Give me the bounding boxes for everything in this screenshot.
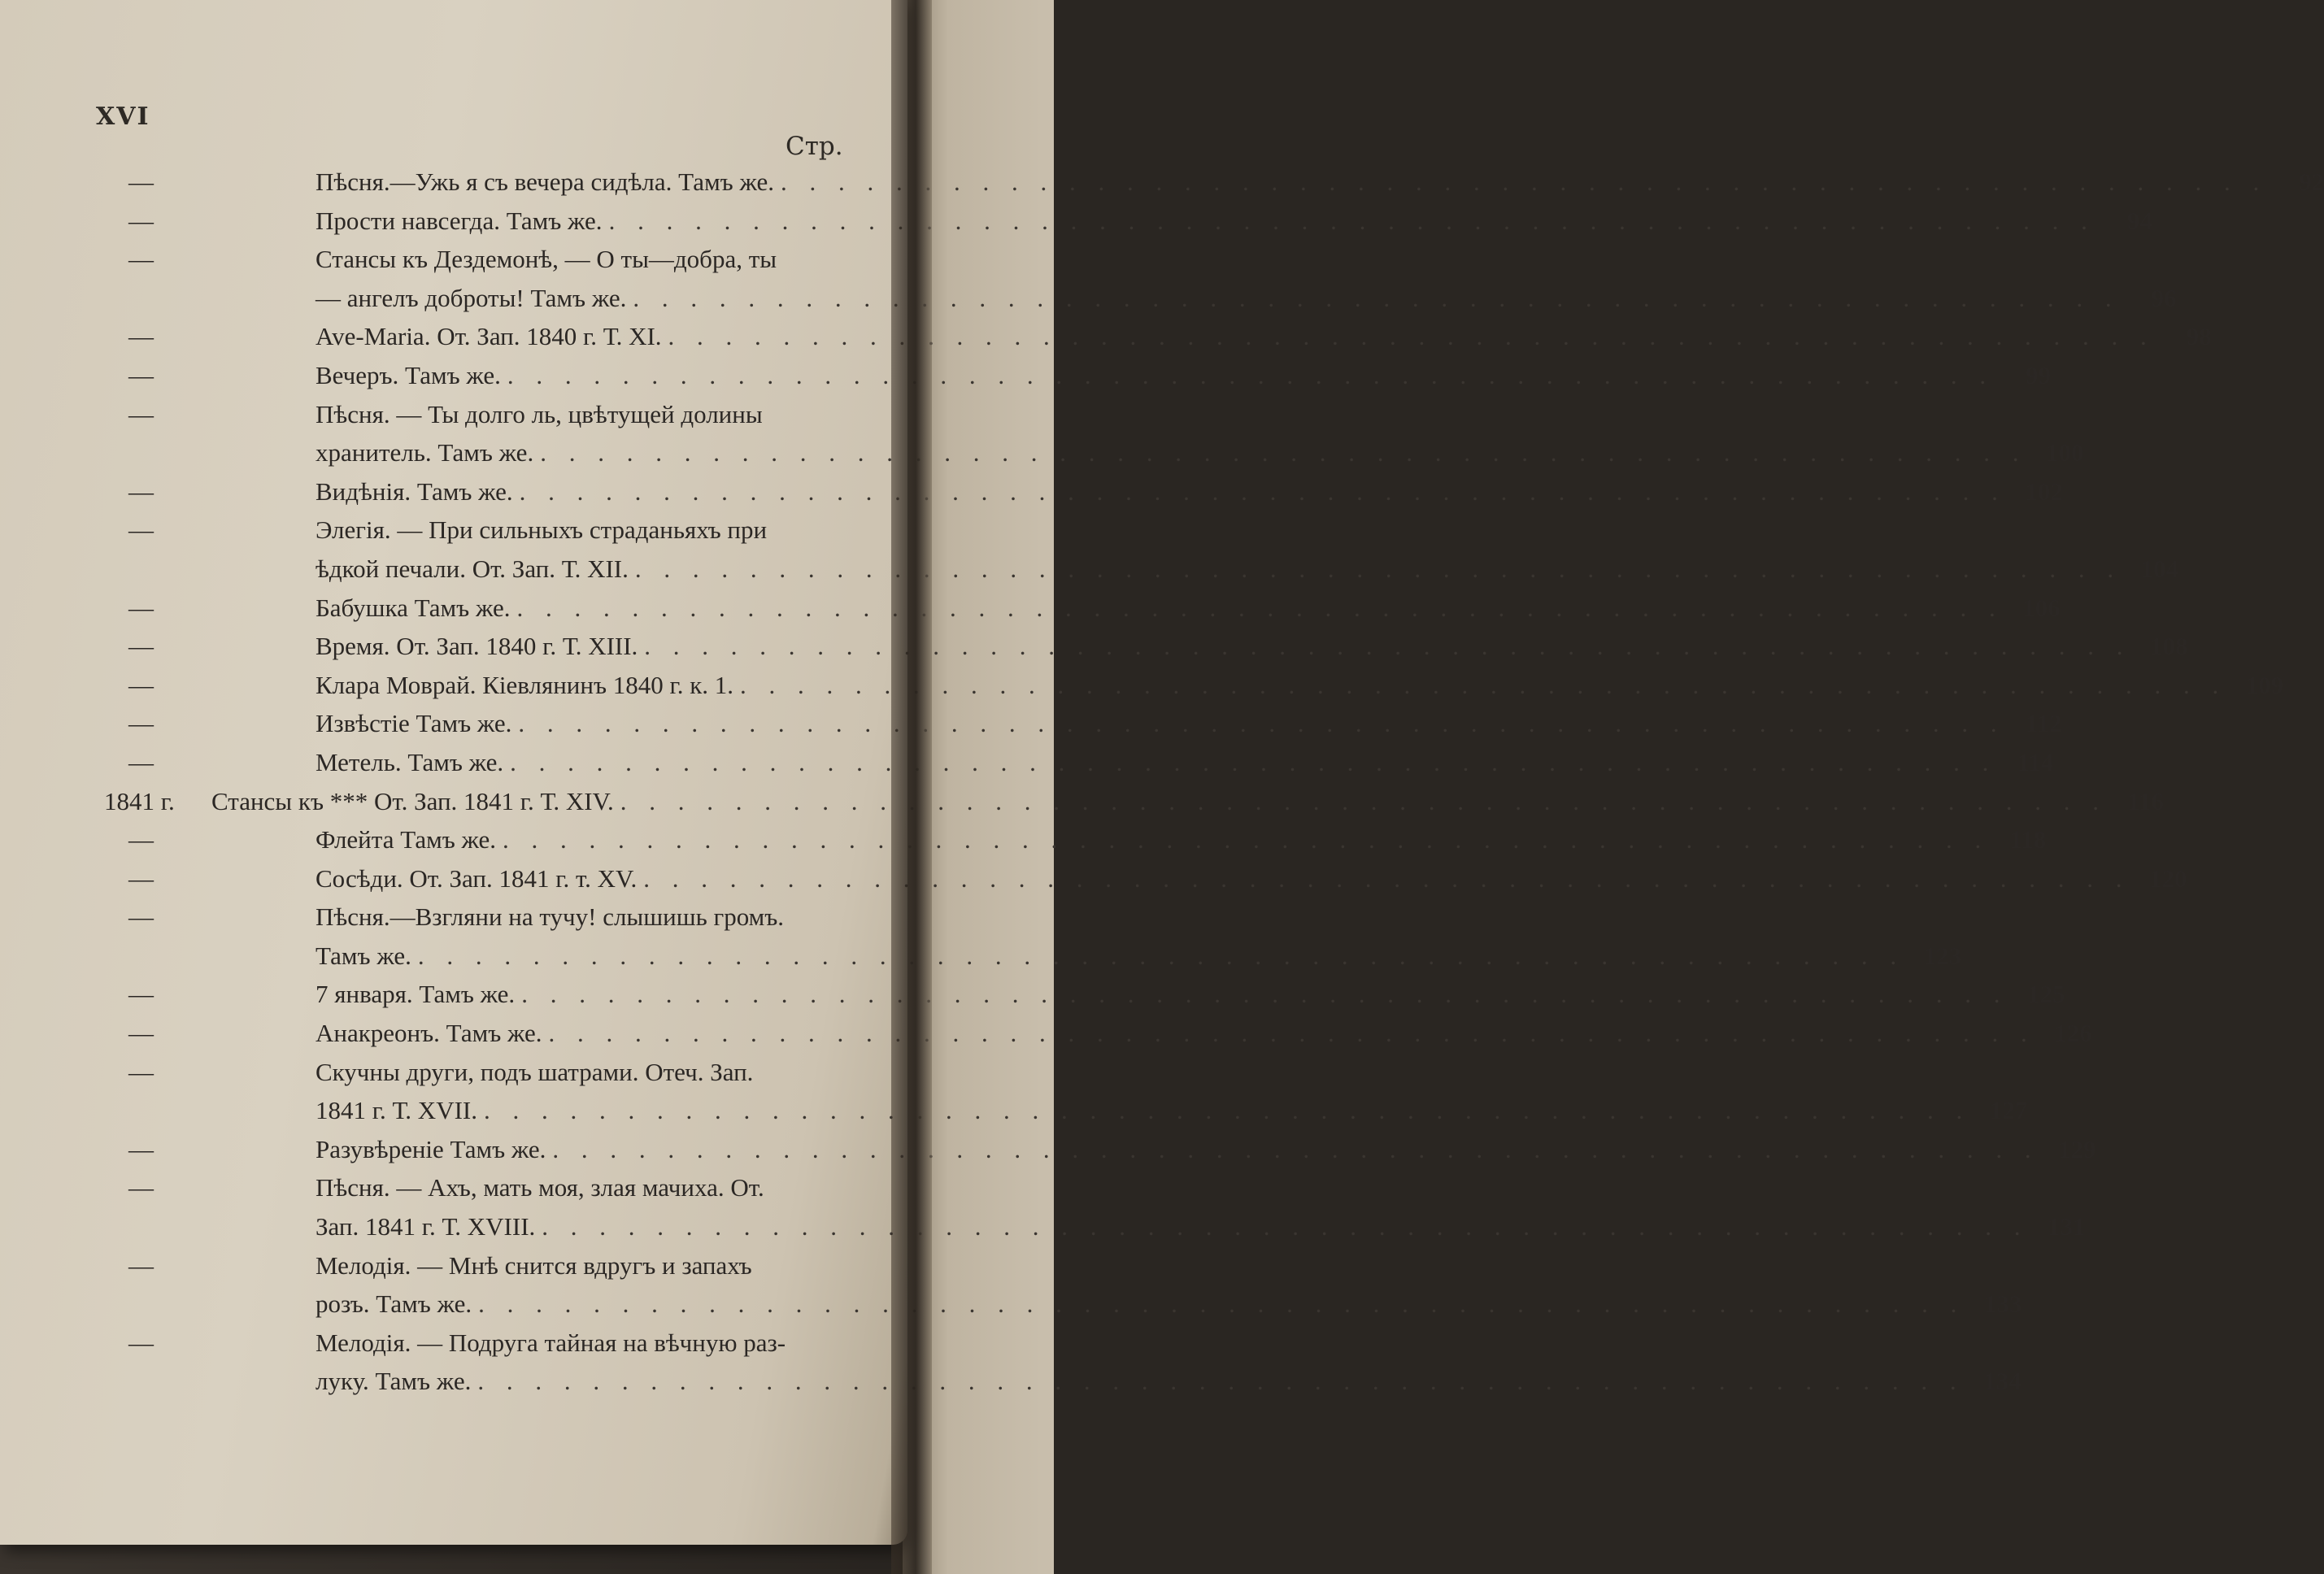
entry-page-number: 99 [2026, 360, 2052, 389]
entry-page-number: 96 [2151, 283, 2177, 312]
dot-leader [418, 937, 1904, 976]
dot-leader [518, 704, 2004, 743]
entry-line [316, 898, 1961, 937]
book-gutter [891, 0, 932, 1574]
entry-page-number: 131 [2048, 1212, 2086, 1241]
entry-body [218, 202, 2152, 241]
dash-marker: — [128, 360, 154, 389]
entry-title: розъ. Тамъ же. [316, 1289, 472, 1319]
entry-page-number: 109 [2245, 670, 2284, 699]
entry-title: Пѣсня. — Ахъ, мать моя, злая мачиха. От. [316, 1173, 764, 1202]
toc-entry [98, 820, 2047, 859]
dash-marker: — [128, 399, 154, 428]
entry-line [316, 859, 2187, 898]
entry-title: ѣдкой печали. От. Зап. Т. XII. [316, 554, 629, 583]
entry-line [316, 743, 2053, 782]
dash-marker: — [128, 1019, 154, 1048]
dot-leader [633, 279, 2119, 318]
toc-entry [98, 317, 2212, 356]
entry-body [218, 511, 2178, 588]
entry-title: Клара Моврай. Кіевлянинъ 1840 г. к. 1. [316, 670, 734, 699]
entry-body [218, 1053, 2027, 1130]
entry-body [211, 782, 2164, 821]
entry-page-number: 92 [2299, 167, 2324, 196]
dash-marker: — [128, 632, 154, 661]
dot-leader [644, 627, 2130, 666]
entry-title: Элегія. — При сильныхъ страданьяхъ при [316, 515, 768, 545]
entry-title: Пѣсня.—Ужь я съ вечера сидѣла. Тамъ же. [316, 167, 774, 196]
toc-entry [98, 627, 2188, 666]
toc-entry [98, 472, 2063, 511]
dash-marker: — [128, 1134, 154, 1163]
entry-body [218, 395, 2083, 472]
toc-entry [98, 202, 2152, 241]
entry-line [316, 550, 2178, 589]
page-column-heading: Стр. [786, 132, 843, 161]
entry-line [316, 279, 2177, 318]
entry-page-number: 127 [1989, 1096, 2028, 1125]
entry-title: Пѣсня. — Ты долго ль, цвѣтущей долины [316, 399, 763, 428]
entry-body [218, 163, 2324, 202]
dash-marker: — [128, 1328, 154, 1357]
toc-entry [98, 704, 2062, 743]
entry-title: луку. Тамъ же. [316, 1367, 472, 1396]
entry-body [218, 1168, 2086, 1246]
toc-entry [98, 782, 2164, 821]
entry-title: Ave-Maria. От. Зап. 1840 г. Т. XI. [316, 322, 662, 351]
entry-body [218, 1014, 2092, 1053]
entry-body [218, 898, 1961, 975]
toc-entry [98, 163, 2324, 202]
entry-title: Извѣстіе Тамъ же. [316, 709, 512, 738]
toc-entry [98, 1246, 2022, 1324]
dot-leader [740, 666, 2226, 705]
dot-leader [484, 1091, 1970, 1130]
entry-title: Разувѣреніе Тамъ же. [316, 1134, 546, 1163]
toc-entry [98, 1053, 2028, 1130]
toc-entry [98, 356, 2052, 395]
dot-leader [620, 782, 2107, 821]
dash-marker: — [128, 825, 154, 854]
entry-page-number: 94 [2126, 206, 2152, 235]
dot-leader [477, 1362, 1964, 1401]
entry-title: Мелодія. — Подруга тайная на вѣчную раз- [316, 1328, 786, 1357]
dash-marker: — [128, 167, 154, 196]
dash-marker: — [128, 863, 154, 893]
toc-entry [98, 898, 1962, 975]
entry-body [218, 820, 2046, 859]
page-number: XVI [96, 102, 150, 131]
entry-title: Бабушка Тамъ же. [316, 593, 511, 622]
entry-page-number: 120 [2148, 863, 2187, 893]
entry-line [316, 1053, 2027, 1092]
entry-title: 7 января. Тамъ же. [316, 980, 516, 1009]
entry-page-number: 126 [2054, 1019, 2092, 1048]
entry-line [316, 1207, 2086, 1246]
entry-body [218, 1246, 2022, 1324]
toc-entry [98, 1168, 2086, 1246]
entry-page-number: 125 [2026, 980, 2065, 1009]
dot-leader [478, 1285, 1965, 1324]
dash-marker: — [128, 322, 154, 351]
entry-title: Тамъ же. [316, 941, 411, 970]
entry-line [316, 163, 2324, 202]
entry-title: Вечеръ. Тамъ же. [316, 360, 501, 389]
dash-marker: — [128, 476, 154, 506]
entry-line [316, 1014, 2092, 1053]
entry-title: Флейта Тамъ же. [316, 825, 497, 854]
dot-leader [549, 1014, 2035, 1053]
dash-marker: — [128, 980, 154, 1009]
entry-page-number: 100 [2045, 438, 2084, 467]
dash-marker: — [128, 1250, 154, 1280]
toc-entry [98, 1130, 2096, 1169]
entry-title: Сосѣди. От. Зап. 1841 г. т. XV. [316, 863, 638, 893]
entry-line [316, 666, 2283, 705]
entry-title: Скучны други, подъ шатрами. Отеч. Зап. [316, 1057, 754, 1086]
entry-body [218, 356, 2051, 395]
entry-page-number: 118 [2009, 825, 2047, 854]
entry-line [316, 937, 1961, 976]
entry-title: хранитель. Тамъ же. [316, 438, 534, 467]
entry-body [218, 704, 2062, 743]
entry-title: Анакреонъ. Тамъ же. [316, 1019, 542, 1048]
dash-marker: — [128, 902, 154, 932]
entry-page-number: 98 [2186, 322, 2212, 351]
entry-body [218, 240, 2177, 317]
entry-page-number: 102 [2025, 476, 2063, 506]
entry-page-number: 123 [1923, 941, 1962, 970]
entry-page-number: 104 [2140, 554, 2179, 583]
entry-page-number: 112 [2025, 709, 2062, 738]
toc-entry [98, 240, 2177, 317]
toc-entry [98, 1324, 2022, 1401]
entry-page-number: 106 [2022, 593, 2061, 622]
dot-leader [643, 859, 2130, 898]
entry-page-number: 116 [2127, 786, 2164, 815]
entry-line [316, 1246, 2022, 1285]
entry-line [316, 627, 2188, 666]
dot-leader [520, 472, 2006, 511]
entry-body [218, 859, 2187, 898]
toc-entry [98, 395, 2084, 472]
entry-page-number: 129 [2058, 1134, 2096, 1163]
entry-line [316, 1324, 2022, 1363]
dash-marker: — [128, 670, 154, 699]
dot-leader [781, 163, 2267, 202]
dot-leader [516, 589, 2003, 628]
year-marker: 1841 г. [104, 786, 175, 815]
entry-line [316, 1362, 2022, 1401]
dash-marker: — [128, 747, 154, 776]
entry-title: Видѣнія. Тамъ же. [316, 476, 513, 506]
entry-title: 1841 г. Т. XVII. [316, 1096, 477, 1125]
entry-title: Пѣсня.—Взгляни на тучу! слышишь громъ. [316, 902, 784, 932]
entry-page-number: 108 [2150, 632, 2188, 661]
entry-line [316, 317, 2212, 356]
entry-title: Стансы къ Дездемонѣ, — О ты—добра, ты [316, 245, 777, 274]
entry-body [218, 589, 2061, 628]
dash-marker: — [128, 709, 154, 738]
dash-marker: — [128, 206, 154, 235]
dot-leader [635, 550, 2122, 589]
entry-page-number: 114 [2017, 747, 2054, 776]
toc-entry [98, 1014, 2092, 1053]
dot-leader [609, 202, 2096, 241]
entry-title: Прости навсегда. Тамъ же. [316, 206, 603, 235]
entry-page-number: 134 [1983, 1367, 2022, 1396]
table-of-contents [98, 163, 2324, 1401]
entry-line [316, 589, 2061, 628]
dash-marker: — [128, 245, 154, 274]
entry-body [218, 317, 2212, 356]
entry-page-number: 133 [1983, 1289, 2022, 1319]
entry-title: — ангелъ доброты! Тамъ же. [316, 283, 627, 312]
entry-line [316, 202, 2152, 241]
entry-line [316, 1285, 2022, 1324]
dot-leader [552, 1130, 2039, 1169]
dot-leader [510, 743, 1996, 782]
entry-line [316, 820, 2046, 859]
entry-line [316, 975, 2065, 1014]
entry-line [316, 433, 2083, 472]
dot-leader [507, 356, 1994, 395]
dot-leader [540, 433, 2026, 472]
entry-body [218, 472, 2063, 511]
entry-body [218, 1324, 2022, 1401]
toc-entry [98, 975, 2065, 1014]
entry-line [316, 240, 2177, 279]
toc-entry [98, 511, 2179, 588]
entry-body [218, 627, 2188, 666]
toc-entry [98, 743, 2054, 782]
entry-line [316, 1168, 2086, 1207]
dot-leader [542, 1207, 2028, 1246]
dot-leader [521, 975, 2008, 1014]
entry-title: Стансы къ *** От. Зап. 1841 г. Т. XIV. [211, 786, 614, 815]
entry-line [316, 1091, 2027, 1130]
entry-title: Метель. Тамъ же. [316, 747, 504, 776]
entry-body [218, 1130, 2096, 1169]
entry-line [316, 704, 2062, 743]
entry-line [316, 356, 2051, 395]
entry-line [316, 472, 2063, 511]
toc-entry [98, 589, 2061, 628]
entry-title: Зап. 1841 г. Т. XVIII. [316, 1212, 536, 1241]
dash-marker: — [128, 1057, 154, 1086]
entry-line [316, 1130, 2096, 1169]
entry-line [316, 395, 2083, 434]
entry-body [218, 666, 2283, 705]
entry-body [218, 975, 2065, 1014]
toc-entry [98, 666, 2284, 705]
entry-body [218, 743, 2053, 782]
toc-entry [98, 859, 2187, 898]
dash-marker: — [128, 515, 154, 545]
entry-title: Время. От. Зап. 1840 г. Т. XIII. [316, 632, 638, 661]
entry-title: Мелодія. — Мнѣ снится вдругъ и запахъ [316, 1250, 752, 1280]
dash-marker: — [128, 593, 154, 622]
entry-line [316, 511, 2178, 550]
entry-line [211, 782, 2164, 821]
dot-leader [503, 820, 1989, 859]
dash-marker: — [128, 1173, 154, 1202]
